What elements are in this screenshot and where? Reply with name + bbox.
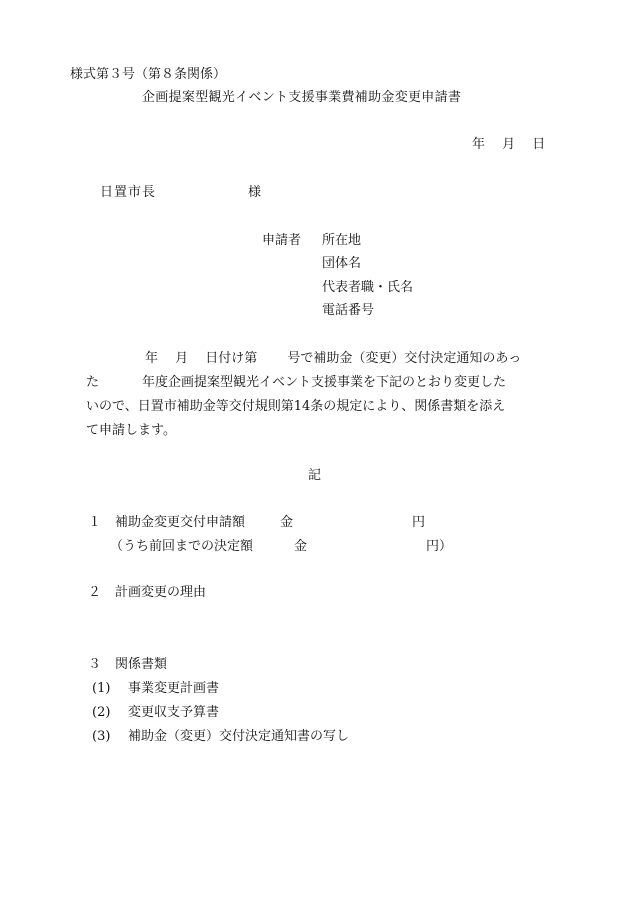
form-number: 様式第３号（第８条関係）	[70, 67, 227, 82]
doc-3-number: (3)	[92, 729, 111, 744]
applicant-field-rep: 代表者職・氏名	[322, 280, 414, 295]
doc-3-text: 補助金（変更）交付決定通知書の写し	[128, 729, 350, 744]
item1-sub-yen: 円）	[426, 539, 453, 554]
item2-number: ２	[88, 585, 102, 600]
doc-2-text: 変更収支予算書	[128, 705, 220, 720]
body-line-4: て申請します。	[86, 423, 176, 438]
doc-1-number: (1)	[92, 681, 111, 696]
doc-2-number: (2)	[92, 705, 111, 720]
doc-1-text: 事業変更計画書	[128, 681, 220, 696]
applicant-field-phone: 電話番号	[322, 303, 375, 318]
applicant-field-org: 団体名	[322, 256, 362, 271]
body-line-3: いので、日置市補助金等交付規則第14条の規定により、関係書類を添え	[86, 399, 506, 414]
document-title: 企画提案型観光イベント支援事業費補助金変更申請書	[142, 90, 462, 105]
item1-kin: 金	[280, 515, 294, 530]
applicant-field-address: 所在地	[322, 233, 362, 248]
item1-number: １	[88, 515, 102, 530]
item1-label: 補助金変更交付申請額	[115, 515, 246, 530]
item3-label: 関係書類	[115, 657, 168, 672]
applicant-label: 申請者	[262, 233, 302, 248]
addressee-honorific: 様	[248, 185, 262, 200]
addressee-name: 日置市長	[100, 185, 157, 200]
item2-label: 計画変更の理由	[115, 585, 207, 600]
date-line: 年 月 日	[472, 137, 546, 152]
item1-yen: 円	[412, 515, 426, 530]
item1-sub-kin: 金	[294, 539, 308, 554]
body-line-1: 年 月 日付け第 号で補助金（変更）交付決定通知のあっ	[145, 351, 522, 366]
item1-sub-label: （うち前回までの決定額	[110, 539, 254, 554]
item3-number: ３	[88, 657, 102, 672]
body-line-2-rest: 年度企画提案型観光イベント支援事業を下記のとおり変更した	[142, 375, 507, 390]
ki-heading: 記	[308, 468, 322, 483]
body-line-2-start: た	[86, 375, 100, 390]
